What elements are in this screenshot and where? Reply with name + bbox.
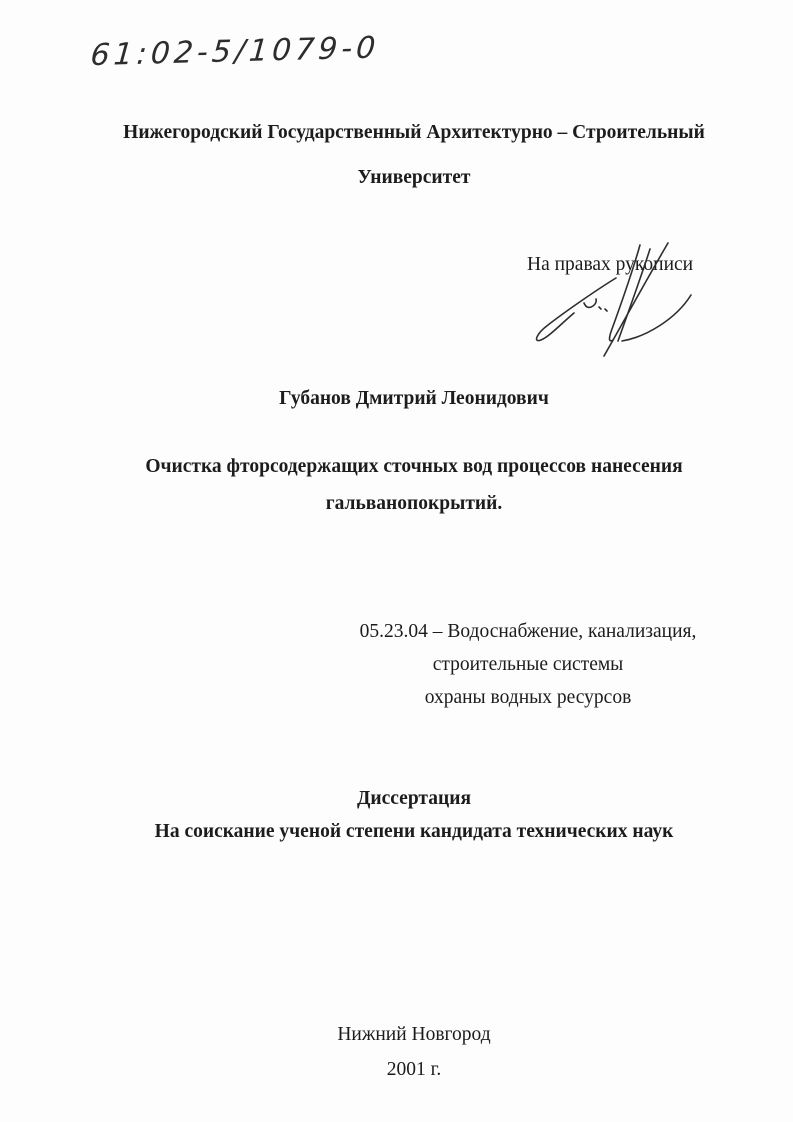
document-type-label: Диссертация <box>356 788 472 809</box>
university-name-line2: Университет <box>357 167 471 188</box>
publication-year: 2001 г. <box>386 1059 442 1080</box>
handwritten-signature <box>528 237 708 362</box>
specialty-description-line2: строительные системы <box>432 654 624 675</box>
dissertation-title-line2: гальванопокрытий. <box>325 493 503 514</box>
degree-sought-line: На соискание ученой степени кандидата технических наук <box>154 821 674 842</box>
signature-squiggle-stroke <box>584 299 596 307</box>
handwritten-shelf-mark: 61:02-5/1079-0 <box>89 30 381 74</box>
university-name-line1: Нижегородский Государственный Архитектурно – Строительный <box>123 122 705 143</box>
publication-city: Нижний Новгород <box>337 1024 491 1045</box>
signature-dot-2 <box>605 309 607 311</box>
signature-loop-stroke <box>537 278 616 341</box>
specialty-code-line: 05.23.04 – Водоснабжение, канализация, <box>359 621 697 642</box>
signature-dot-1 <box>599 307 601 309</box>
dissertation-title-line1: Очистка фторсодержащих сточных вод процессов нанесения <box>145 456 683 477</box>
manuscript-rights-note: На правах рукописи <box>527 254 694 275</box>
specialty-description-line3: охраны водных ресурсов <box>424 687 632 708</box>
author-name: Губанов Дмитрий Леонидович <box>279 388 549 409</box>
